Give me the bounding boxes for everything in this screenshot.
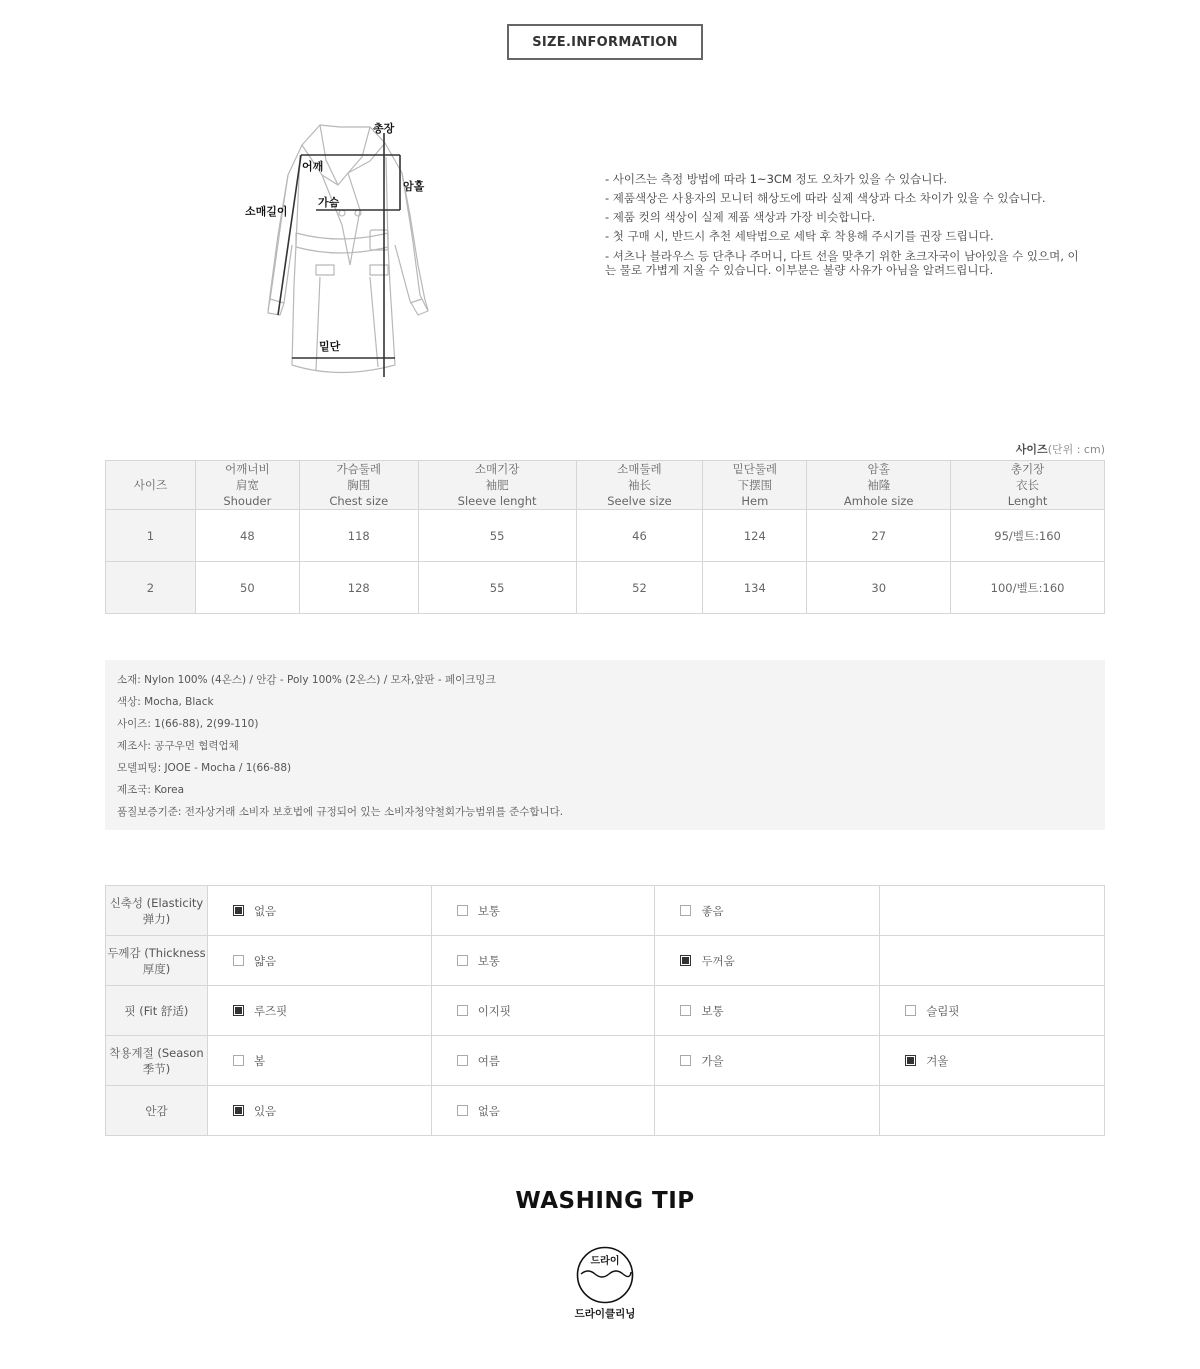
info-quality-guarantee: 품질보증기준: 전자상거래 소비자 보호법에 규정되어 있는 소비자청약철회가능범위를 준수합니다. [117, 806, 564, 818]
dry-clean-label: 드라이클리닝 [574, 1308, 636, 1320]
attribute-empty-cell [880, 936, 1105, 986]
table-cell: 134 [703, 562, 807, 614]
dry-clean-icon-label: 드라이 [590, 1256, 620, 1267]
table-cell: 27 [807, 510, 951, 562]
checkbox-checked-icon[interactable] [905, 1055, 916, 1066]
table-cell: 48 [195, 510, 299, 562]
checkbox-checked-icon[interactable] [233, 1005, 244, 1016]
header-hem: 밑단둘레 下摆围 Hem [703, 461, 807, 510]
table-cell: 95/벨트:160 [951, 510, 1105, 562]
washing-tip-title: WASHING TIP [515, 1188, 695, 1214]
size-table [105, 460, 1105, 614]
fabric-attribute-table [105, 885, 1105, 1136]
checkbox-checked-icon[interactable] [233, 905, 244, 916]
checkbox-icon[interactable] [905, 1005, 916, 1016]
attribute-row-season [106, 1036, 1105, 1086]
attribute-empty-cell [655, 1086, 880, 1136]
table-cell: 50 [195, 562, 299, 614]
diagram-label-chest: 가슴 [318, 196, 340, 209]
attribute-option[interactable]: 가을 [655, 1036, 880, 1086]
checkbox-icon[interactable] [457, 905, 468, 916]
table-cell: 100/벨트:160 [951, 562, 1105, 614]
info-color: 색상: Mocha, Black [117, 696, 214, 708]
attribute-option[interactable]: 겨울 [880, 1036, 1105, 1086]
note-item: - 사이즈는 측정 방법에 따라 1~3CM 정도 오차가 있을 수 있습니다. [605, 172, 948, 186]
size-notes [605, 170, 1095, 277]
diagram-label-length: 총장 [373, 122, 395, 135]
header-size: 사이즈 [106, 461, 196, 510]
attribute-label: 신축성 (Elasticity 弹力) [106, 886, 208, 936]
attribute-row-fit [106, 986, 1105, 1036]
attribute-row-thickness [106, 936, 1105, 986]
unit-size-label: 사이즈 [1015, 443, 1048, 456]
attribute-option[interactable]: 보통 [431, 886, 655, 936]
attribute-option[interactable]: 여름 [431, 1036, 655, 1086]
info-manufacturer: 제조사: 공구우먼 협력업체 [117, 740, 239, 752]
table-cell: 55 [418, 562, 576, 614]
header-sleeve-size: 소매둘레 袖长 Seelve size [576, 461, 703, 510]
attribute-option[interactable]: 두꺼움 [655, 936, 880, 986]
table-cell: 118 [299, 510, 418, 562]
attribute-label: 핏 (Fit 舒适) [106, 986, 208, 1036]
table-cell: 55 [418, 510, 576, 562]
checkbox-checked-icon[interactable] [680, 955, 691, 966]
attribute-option[interactable]: 보통 [655, 986, 880, 1036]
checkbox-icon[interactable] [457, 1055, 468, 1066]
product-info-box [105, 660, 1105, 830]
unit-label [1016, 441, 1105, 457]
attribute-empty-cell [880, 886, 1105, 936]
info-country: 제조국: Korea [117, 784, 185, 796]
note-item: - 첫 구매 시, 반드시 추천 세탁법으로 세탁 후 착용해 주시기를 권장 드립니다. [605, 229, 994, 243]
attribute-label: 두께감 (Thickness 厚度) [106, 936, 208, 986]
attribute-option[interactable]: 좋음 [655, 886, 880, 936]
table-cell: 124 [703, 510, 807, 562]
attribute-option[interactable]: 봄 [207, 1036, 431, 1086]
table-cell: 52 [576, 562, 703, 614]
attribute-row-lining [106, 1086, 1105, 1136]
checkbox-icon[interactable] [457, 1005, 468, 1016]
checkbox-icon[interactable] [680, 1055, 691, 1066]
attribute-option[interactable]: 보통 [431, 936, 655, 986]
diagram-label-shoulder: 어깨 [302, 160, 324, 173]
attribute-option[interactable]: 있음 [207, 1086, 431, 1136]
diagram-label-sleeve: 소매길이 [245, 205, 288, 218]
attribute-option[interactable]: 없음 [431, 1086, 655, 1136]
attribute-label: 착용계절 (Season 季节) [106, 1036, 208, 1086]
attribute-option[interactable]: 루즈핏 [207, 986, 431, 1036]
attribute-option[interactable]: 이지핏 [431, 986, 655, 1036]
checkbox-icon[interactable] [233, 955, 244, 966]
note-item: - 제품색상은 사용자의 모니터 해상도에 따라 실제 색상과 다소 차이가 있을 수 있습니다. [605, 191, 1046, 205]
note-item: - 셔츠나 블라우스 등 단추나 주머니, 다트 선을 맞추기 위한 초크자국이 남아있을 수 있으며, 이는 물로 가볍게 지울 수 있습니다. 이부분은 불량 사유가 아님을 알려드립니다. [605, 249, 1079, 277]
table-cell: 2 [106, 562, 196, 614]
table-cell: 46 [576, 510, 703, 562]
header-length: 총기장 衣长 Lenght [951, 461, 1105, 510]
attribute-empty-cell [880, 1086, 1105, 1136]
table-cell: 30 [807, 562, 951, 614]
attribute-option[interactable]: 슬림핏 [880, 986, 1105, 1036]
checkbox-icon[interactable] [680, 1005, 691, 1016]
info-material: 소재: Nylon 100% (4온스) / 안감 - Poly 100% (2온스) / 모자,앞판 - 페이크밍크 [117, 674, 496, 686]
attribute-label: 안감 [106, 1086, 208, 1136]
size-table-header-row [106, 461, 1105, 510]
checkbox-icon[interactable] [457, 1105, 468, 1116]
coat-size-diagram [230, 115, 450, 385]
header-armhole: 암홀 袖隆 Amhole size [807, 461, 951, 510]
header-chest: 가슴둘레 胸围 Chest size [299, 461, 418, 510]
note-item: - 제품 컷의 색상이 실제 제품 색상과 가장 비슷합니다. [605, 210, 876, 224]
attribute-row-elasticity [106, 886, 1105, 936]
header-shoulder: 어깨너비 肩宽 Shouder [195, 461, 299, 510]
info-size: 사이즈: 1(66-88), 2(99-110) [117, 718, 259, 730]
attribute-option[interactable]: 얇음 [207, 936, 431, 986]
unit-note: (단위 : cm) [1047, 443, 1105, 456]
table-cell: 128 [299, 562, 418, 614]
checkbox-icon[interactable] [457, 955, 468, 966]
table-cell: 1 [106, 510, 196, 562]
table-row [106, 562, 1105, 614]
info-model-fitting: 모델피팅: JOOE - Mocha / 1(66-88) [117, 762, 292, 774]
diagram-label-armhole: 암홀 [403, 180, 425, 193]
header-sleeve-length: 소매기장 袖肥 Sleeve lenght [418, 461, 576, 510]
table-row [106, 510, 1105, 562]
checkbox-icon[interactable] [233, 1055, 244, 1066]
attribute-option[interactable]: 없음 [207, 886, 431, 936]
checkbox-checked-icon[interactable] [233, 1105, 244, 1116]
checkbox-icon[interactable] [680, 905, 691, 916]
size-information-title: SIZE.INFORMATION [507, 24, 703, 60]
diagram-label-hem: 밑단 [319, 340, 341, 353]
